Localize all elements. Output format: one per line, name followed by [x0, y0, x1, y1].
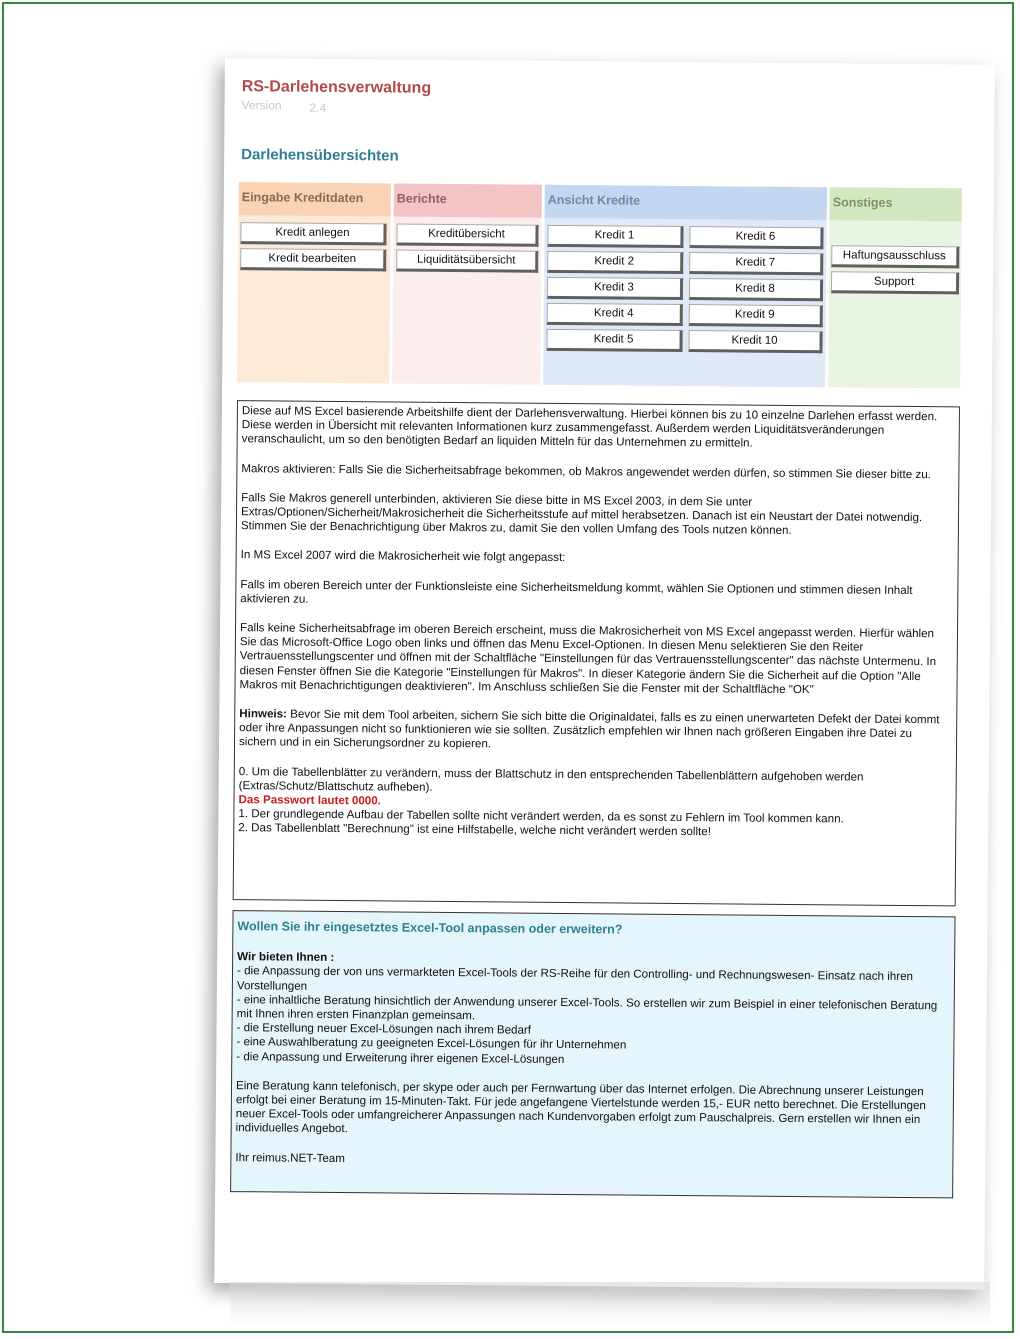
hint-label: Hinweis: — [239, 707, 288, 721]
menu-column-title: Ansicht Kredite — [545, 185, 827, 220]
kredit-8-button[interactable]: Kredit 8 — [689, 278, 823, 301]
offer-item: - eine Auswahlberatung zu geeigneten Excel-Lösungen für ihr Unternehmen — [236, 1035, 627, 1052]
offer-textbox — [230, 910, 955, 1198]
app-title: RS-Darlehensverwaltung — [241, 78, 432, 97]
kredit-3-button[interactable]: Kredit 3 — [547, 277, 683, 300]
kredit-9-button[interactable]: Kredit 9 — [689, 304, 823, 327]
instruction-1: 1. Der grundlegende Aufbau der Tabellen sollte nicht verändert werden, da es sonst zu Fehlern im Tool kommen kann. — [238, 807, 844, 826]
kredit-7-button[interactable]: Kredit 7 — [689, 252, 823, 275]
kredit-1-button[interactable]: Kredit 1 — [547, 225, 683, 248]
kredit-4-button[interactable]: Kredit 4 — [547, 303, 683, 326]
kredit-bearbeiten-button[interactable]: Kredit bearbeiten — [240, 248, 386, 271]
kredituebersicht-button[interactable]: Kreditübersicht — [396, 224, 538, 247]
offer-item: - die Anpassung und Erweiterung ihrer eigenen Excel-Lösungen — [236, 1049, 565, 1066]
page-reflection — [230, 1282, 990, 1327]
menu-column-title: Eingabe Kreditdaten — [239, 182, 391, 216]
offer-title: Wollen Sie ihr eingesetztes Excel-Tool anpassen oder erweitern? — [237, 919, 623, 937]
info-paragraph: Falls im oberen Bereich unter der Funktionsleiste eine Sicherheitsmeldung kommt, wählen Sie Optionen und stimmen diesen Inhalt aktivieren zu. — [240, 577, 913, 606]
info-paragraph: In MS Excel 2007 wird die Makrosicherheit wie folgt angepasst: — [240, 548, 566, 565]
instruction-2: 2. Das Tabellenblatt "Berechnung" ist eine Hilfstabelle, welche nicht verändert werden sollte! — [238, 821, 712, 839]
password-note: Das Passwort lautet 0000. — [238, 793, 382, 808]
offer-signature: Ihr reimus.NET-Team — [235, 1150, 345, 1165]
kredit-2-button[interactable]: Kredit 2 — [547, 251, 683, 274]
kredit-5-button[interactable]: Kredit 5 — [546, 329, 682, 352]
hint-text: Bevor Sie mit dem Tool arbeiten, sichern Sie sich bitte die Originaldatei, falls es zu einen unerwarteten Defekt der Datei kommt oder ihre Anpassungen nicht so funktionieren wie sie sollten. Zusätzlich empfehlen wir Ihnen nach größeren Eingaben ihre Datei zu sichern und in ein Sicherungsordner zu kopieren. — [238, 707, 940, 751]
haftungsausschluss-button[interactable]: Haftungsausschluss — [831, 245, 959, 268]
offer-paragraph: Eine Beratung kann telefonisch, per skype oder auch per Fernwartung über das Internet erfolgen. Die Abrechnung unserer Leistungen erfolgt bei einer Beratung im 15-Minuten-Takt. Für jede angefangene Viertelstunde werden 15,- EUR netto berechnet. Die Erstellungen neuer Excel-Tools oder umfangreicherer Anpassungen nach Kundenvorgaben erfolgt zum Pauschalpreis. Gern erstellen wir Ihnen ein individuelles Angebot. — [235, 1078, 926, 1136]
instruction-0: 0. Um die Tabellenblätter zu verändern, muss der Blattschutz in den entsprechenden Tabellenblättern aufgehoben werden (Extras/Schutz/Blattschutz aufheben). — [238, 764, 864, 794]
version-label: Version — [241, 98, 282, 113]
offer-item: - die Anpassung der von uns vermarkteten Excel-Tools der RS-Reihe für den Controlling- und Rechnungswesen- Einsatz nach ihren Vorstellungen — [236, 964, 914, 993]
menu-column-sonstiges — [828, 187, 962, 388]
hint-paragraph — [239, 707, 952, 756]
kredit-10-button[interactable]: Kredit 10 — [688, 330, 822, 353]
info-paragraph: Makros aktivieren: Falls Sie die Sicherheitsabfrage bekommen, ob Makros angewendet werden dürfen, so stimmen Sie dieser bitte zu. — [241, 461, 931, 481]
support-button[interactable]: Support — [831, 271, 959, 294]
menu-column-title: Berichte — [394, 183, 542, 217]
document-page — [214, 58, 995, 1290]
offer-item: - die Erstellung neuer Excel-Lösungen nach ihrem Bedarf — [236, 1021, 532, 1037]
offer-item: - eine inhaltliche Beratung hinsichtlich der Anwendung unserer Excel-Tools. So erstellen wir zum Beispiel in einer telefonischen Beratung mit Ihnen ihren ersten Finanzplan gemeinsam. — [236, 992, 938, 1023]
menu-column-eingabe — [237, 182, 391, 383]
info-paragraph: Falls Sie Makros generell unterbinden, aktivieren Sie diese bitte in MS Excel 2003, in dem Sie unter Extras/Optionen/Sicherheit/Makrosicherheit die Sicherheitsstufe auf mittel herabsetzen. Danach ist ein Neustart der Datei notwendig. Stimmen Sie der Benachrichtigung über Makros zu, damit Sie den vollen Umfang des Tools nutzen können. — [240, 490, 923, 538]
info-paragraph: Falls keine Sicherheitsabfrage im oberen Bereich erscheint, muss die Makrosicherheit von MS Excel angepasst werden. Hierfür wählen Sie das Microsoft-Office Logo oben links und öffnen das Menu Excel-Optionen. In diesen Menu selektieren Sie den Reiter Vertrauensstellungscenter und öffnen mit der Schaltfläche "Einstellungen für das Vertrauensstellungscenter" das nächste Untermenu. In diesen Fenster öffnen Sie die Kategorie "Einstellungen für Makros". In dieser Kategorie ändern Sie die Sicherheit auf die Option "Alle Makros mit Benachrichtigungen deaktivieren". Im Anschluss schließen Sie die Fenster mit der Schaltfläche "OK" — [239, 621, 937, 697]
menu-column-ansicht — [543, 185, 827, 387]
kredit-6-button[interactable]: Kredit 6 — [689, 226, 823, 249]
liquiditaetsuebersicht-button[interactable]: Liquiditätsübersicht — [396, 250, 538, 273]
info-paragraph: Diese auf MS Excel basierende Arbeitshilfe dient der Darlehensverwaltung. Hierbei können bis zu 10 einzelne Darlehen erfasst werden. Diese werden in Übersicht mit relevanten Informationen kurz zusammengefasst. Außerdem werden Liquiditätsveränderungen veranschaulicht, um so den benötigten Bedarf an liquiden Mitteln für das Unternehmen zu ermitteln. — [241, 404, 938, 451]
menu-column-berichte — [392, 183, 542, 384]
offer-intro: Wir bieten Ihnen : — [237, 950, 335, 965]
kredit-anlegen-button[interactable]: Kredit anlegen — [240, 222, 386, 245]
section-title: Darlehensübersichten — [241, 146, 399, 165]
info-textbox — [233, 400, 960, 906]
version-value: 2.4 — [309, 100, 327, 115]
menu-column-title: Sonstiges — [830, 187, 962, 221]
